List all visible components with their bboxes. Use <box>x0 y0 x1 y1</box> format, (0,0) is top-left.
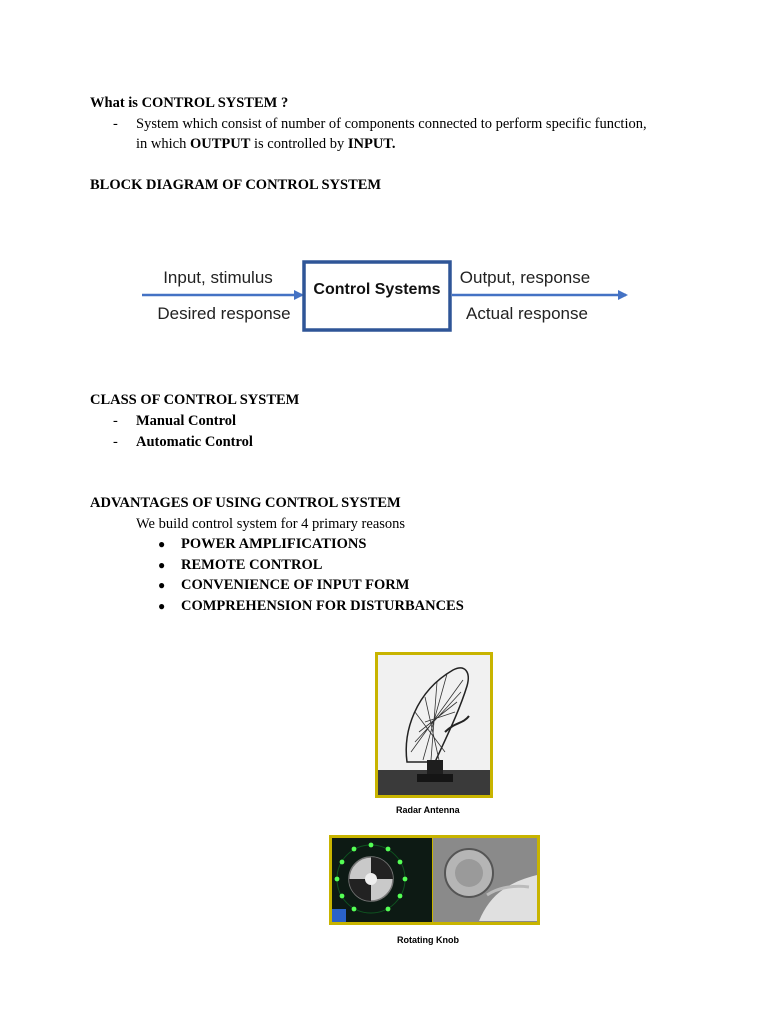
radar-antenna-photo <box>375 652 493 798</box>
knob-center <box>365 873 377 885</box>
rotating-knob-caption: Rotating Knob <box>397 935 459 945</box>
advantage-item: REMOTE CONTROL <box>181 557 323 573</box>
bullet-icon: ● <box>158 599 166 613</box>
bullet-icon: ● <box>158 537 166 551</box>
advantages-intro: We build control system for 4 primary reasons <box>136 516 406 532</box>
output-response-label: Output, response <box>459 268 591 287</box>
input-stimulus-label: Input, stimulus <box>163 268 273 287</box>
heading-block-diagram: BLOCK DIAGRAM OF CONTROL SYSTEM <box>90 177 382 193</box>
bullet-icon: ● <box>158 558 166 572</box>
definition-text: in which <box>136 136 190 152</box>
input-term: INPUT. <box>347 136 396 152</box>
blue-light <box>332 909 346 922</box>
definition-line-2 <box>136 135 396 153</box>
control-system-block-diagram <box>140 255 630 340</box>
advantage-item: COMPREHENSION FOR DISTURBANCES <box>181 598 464 614</box>
dash-marker: - <box>113 413 118 429</box>
output-term: OUTPUT <box>189 136 251 152</box>
advantage-item: POWER AMPLIFICATIONS <box>181 536 367 552</box>
advantage-item: CONVENIENCE OF INPUT FORM <box>181 577 410 593</box>
class-item-manual: Manual Control <box>136 413 237 429</box>
dash-marker: - <box>113 434 118 450</box>
definition-line-1: System which consist of number of components connected to perform specific function, <box>136 116 647 132</box>
radar-base <box>417 774 453 782</box>
radar-antenna-caption: Radar Antenna <box>396 805 460 815</box>
dash-marker: - <box>113 116 118 132</box>
definition-text: is controlled by <box>250 136 348 152</box>
metal-knob-center <box>455 859 483 887</box>
radar-pedestal <box>427 760 443 776</box>
heading-what-is-control-system: What is CONTROL SYSTEM ? <box>90 95 289 111</box>
desired-response-label: Desired response <box>157 304 291 323</box>
heading-class-of-control-system: CLASS OF CONTROL SYSTEM <box>90 392 300 408</box>
heading-advantages: ADVANTAGES OF USING CONTROL SYSTEM <box>90 495 401 511</box>
bullet-icon: ● <box>158 578 166 592</box>
actual-response-label: Actual response <box>466 304 588 323</box>
control-systems-label: Control Systems <box>313 281 441 298</box>
class-item-automatic: Automatic Control <box>136 434 253 450</box>
rotating-knob-photo <box>329 835 540 925</box>
